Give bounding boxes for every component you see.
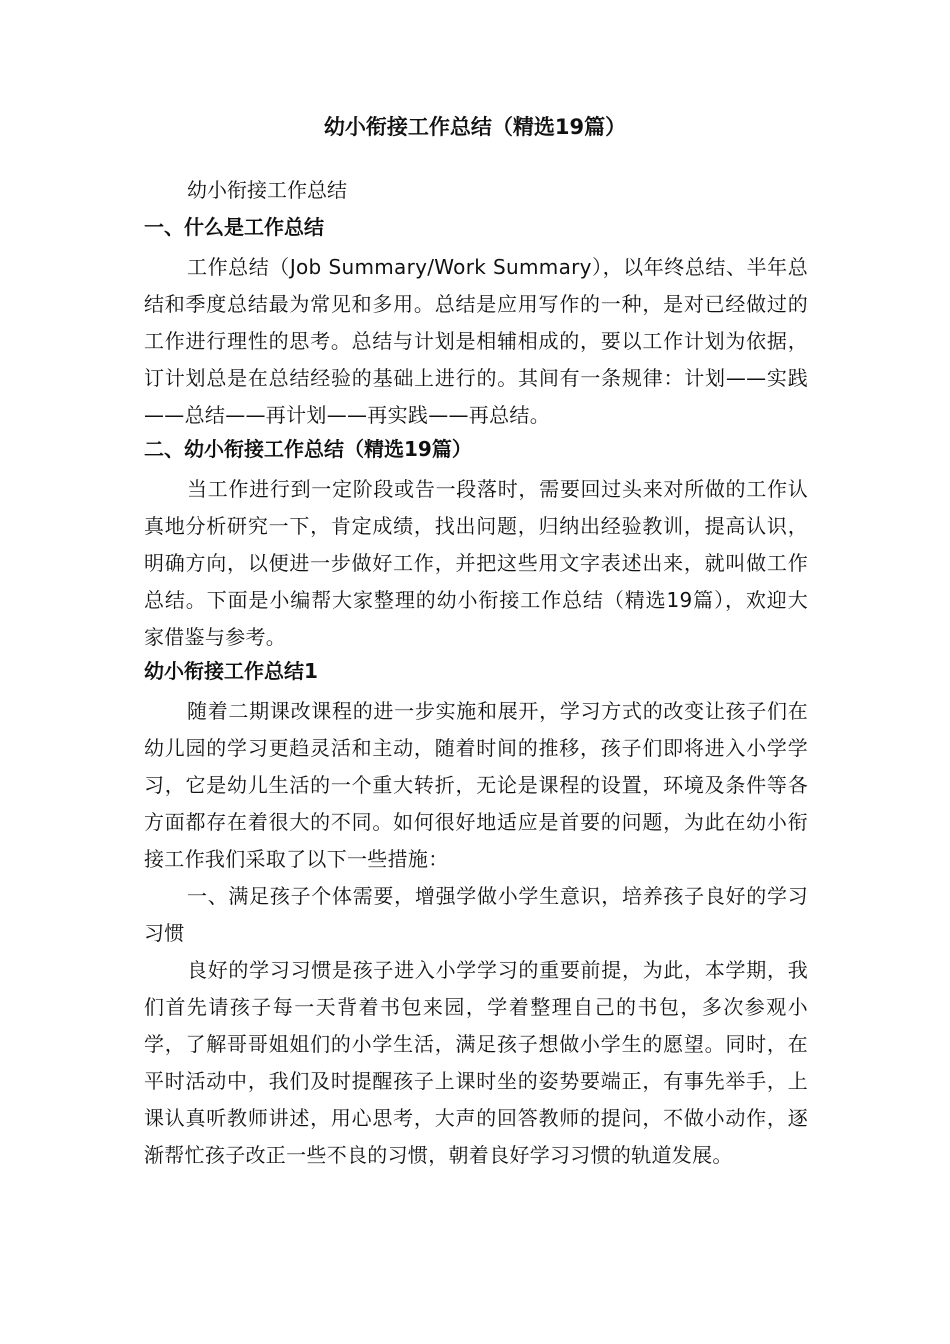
paragraph-measure-one: 一、满足孩子个体需要，增强学做小学生意识，培养孩子良好的学习习惯 — [144, 884, 808, 945]
paragraph-introduction: 当工作进行到一定阶段或告一段落时，需要回过头来对所做的工作认真地分析研究一下，肯定成绩，找出问题，归纳出经验教训，提高认识，明确方向，以便进一步做好工作，并把这些用文字表述出来，就叫做工作总结。下面是小编帮大家整理的幼小衔接工作总结（精选19篇），欢迎大家借鉴与参考。 — [144, 477, 808, 649]
section-heading-summary-1: 幼小衔接工作总结1 — [144, 659, 318, 683]
document-body — [144, 175, 808, 1174]
section-heading-what-is-summary: 一、什么是工作总结 — [144, 215, 324, 239]
paragraph-summary-1-intro: 随着二期课改课程的进一步实施和展开，学习方式的改变让孩子们在幼儿园的学习更趋灵活和主动，随着时间的推移，孩子们即将进入小学学习，它是幼儿生活的一个重大转折，无论是课程的设置，环境及条件等各方面都存在着很大的不同。如何很好地适应是首要的问题，为此在幼小衔接工作我们采取了以下一些措施： — [144, 699, 808, 871]
document-title: 幼小衔接工作总结（精选19篇） — [323, 115, 627, 139]
document-subtitle: 幼小衔接工作总结 — [187, 178, 347, 202]
paragraph-definition: 工作总结（Job Summary/Work Summary），以年终总结、半年总结和季度总结最为常见和多用。总结是应用写作的一种，是对已经做过的工作进行理性的思考。总结与计划是相辅相成的，要以工作计划为依据，订计划总是在总结经验的基础上进行的。其间有一条规律：计划——实践——总结——再计划——再实践——再总结。 — [144, 255, 808, 427]
paragraph-study-habits: 良好的学习习惯是孩子进入小学学习的重要前提，为此，本学期，我们首先请孩子每一天背着书包来园，学着整理自己的书包，多次参观小学，了解哥哥姐姐们的小学生活，满足孩子想做小学生的愿望。同时，在平时活动中，我们及时提醒孩子上课时坐的姿势要端正，有事先举手，上课认真听教师讲述，用心思考，大声的回答教师的提问，不做小动作，逐渐帮忙孩子改正一些不良的习惯，朝着良好学习习惯的轨道发展。 — [144, 958, 808, 1167]
section-heading-summaries: 二、幼小衔接工作总结（精选19篇） — [144, 437, 472, 461]
